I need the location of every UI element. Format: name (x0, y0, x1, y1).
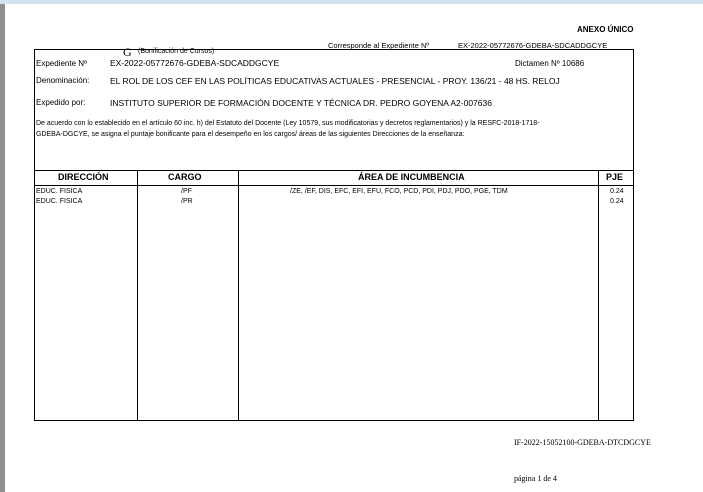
expediente-label: Expediente Nº (36, 59, 87, 68)
table-cell-direccion: EDUC. FISICA (36, 188, 83, 195)
table-top-border (34, 170, 634, 171)
column-header-area: ÁREA DE INCUMBENCIA (358, 172, 465, 182)
expediente-value: EX-2022-05772676-GDEBA-SDCADDGCYE (110, 58, 280, 68)
column-header-cargo: CARGO (168, 172, 202, 182)
corresponde-label: Corresponde al Expediente Nº (328, 41, 430, 50)
column-divider (137, 170, 138, 421)
document-id: IF-2022-15052100-GDEBA-DTCDGCYE (514, 438, 651, 447)
expedido-label: Expedido por: (36, 98, 86, 107)
table-cell-direccion: EDUC. FISICA (36, 198, 83, 205)
bonificacion-note: (Bonificación de Cursos) (138, 48, 215, 55)
page-number: página 1 de 4 (514, 474, 557, 483)
table-cell-cargo: /PR (181, 198, 193, 205)
column-header-direccion: DIRECCIÓN (58, 172, 109, 182)
viewer-scrollbar[interactable] (0, 4, 5, 492)
table-header-divider (34, 185, 634, 186)
denominacion-value: EL ROL DE LOS CEF EN LAS POLÍTICAS EDUCATIVAS ACTUALES - PRESENCIAL - PROY. 136/21 - 48 HS. RELOJ (110, 76, 560, 86)
corresponde-value: EX-2022-05772676-GDEBA-SDCADDGCYE (458, 41, 608, 50)
column-divider (238, 170, 239, 421)
expedido-value: INSTITUTO SUPERIOR DE FORMACIÓN DOCENTE Y TÉCNICA DR. PEDRO GOYENA A2-007636 (110, 98, 492, 108)
column-header-pje: PJE (606, 172, 624, 182)
column-divider (598, 170, 599, 421)
anexo-title: ANEXO ÚNICO (577, 25, 634, 34)
viewer-top-strip (0, 0, 703, 4)
table-cell-cargo: /PF (181, 188, 192, 195)
dictamen-number: Dictamen Nº 10686 (515, 59, 585, 68)
g-letter: G (123, 45, 132, 59)
table-cell-area: /ZE, /EF, DIS, EFC, EFI, EFU, FCO, PCD, PDI, PDJ, PDO, PGE, TDM (290, 188, 508, 195)
denominacion-label: Denominación: (36, 76, 90, 85)
table-cell-pje: 0.24 (610, 198, 624, 205)
description-line-1: De acuerdo con lo establecido en el artículo 60 inc. h) del Estatuto del Docente (Ley 10579, sus modificatorias y decretos reglamentarios) y la RESFC-2018-1718- (36, 120, 540, 127)
description-line-2: GDEBA-DGCYE, se asigna el puntaje bonificante para el desempeño en los cargos/ áreas de las siguientes Direcciones de la enseñanza: (36, 131, 465, 138)
table-cell-pje: 0.24 (610, 188, 624, 195)
